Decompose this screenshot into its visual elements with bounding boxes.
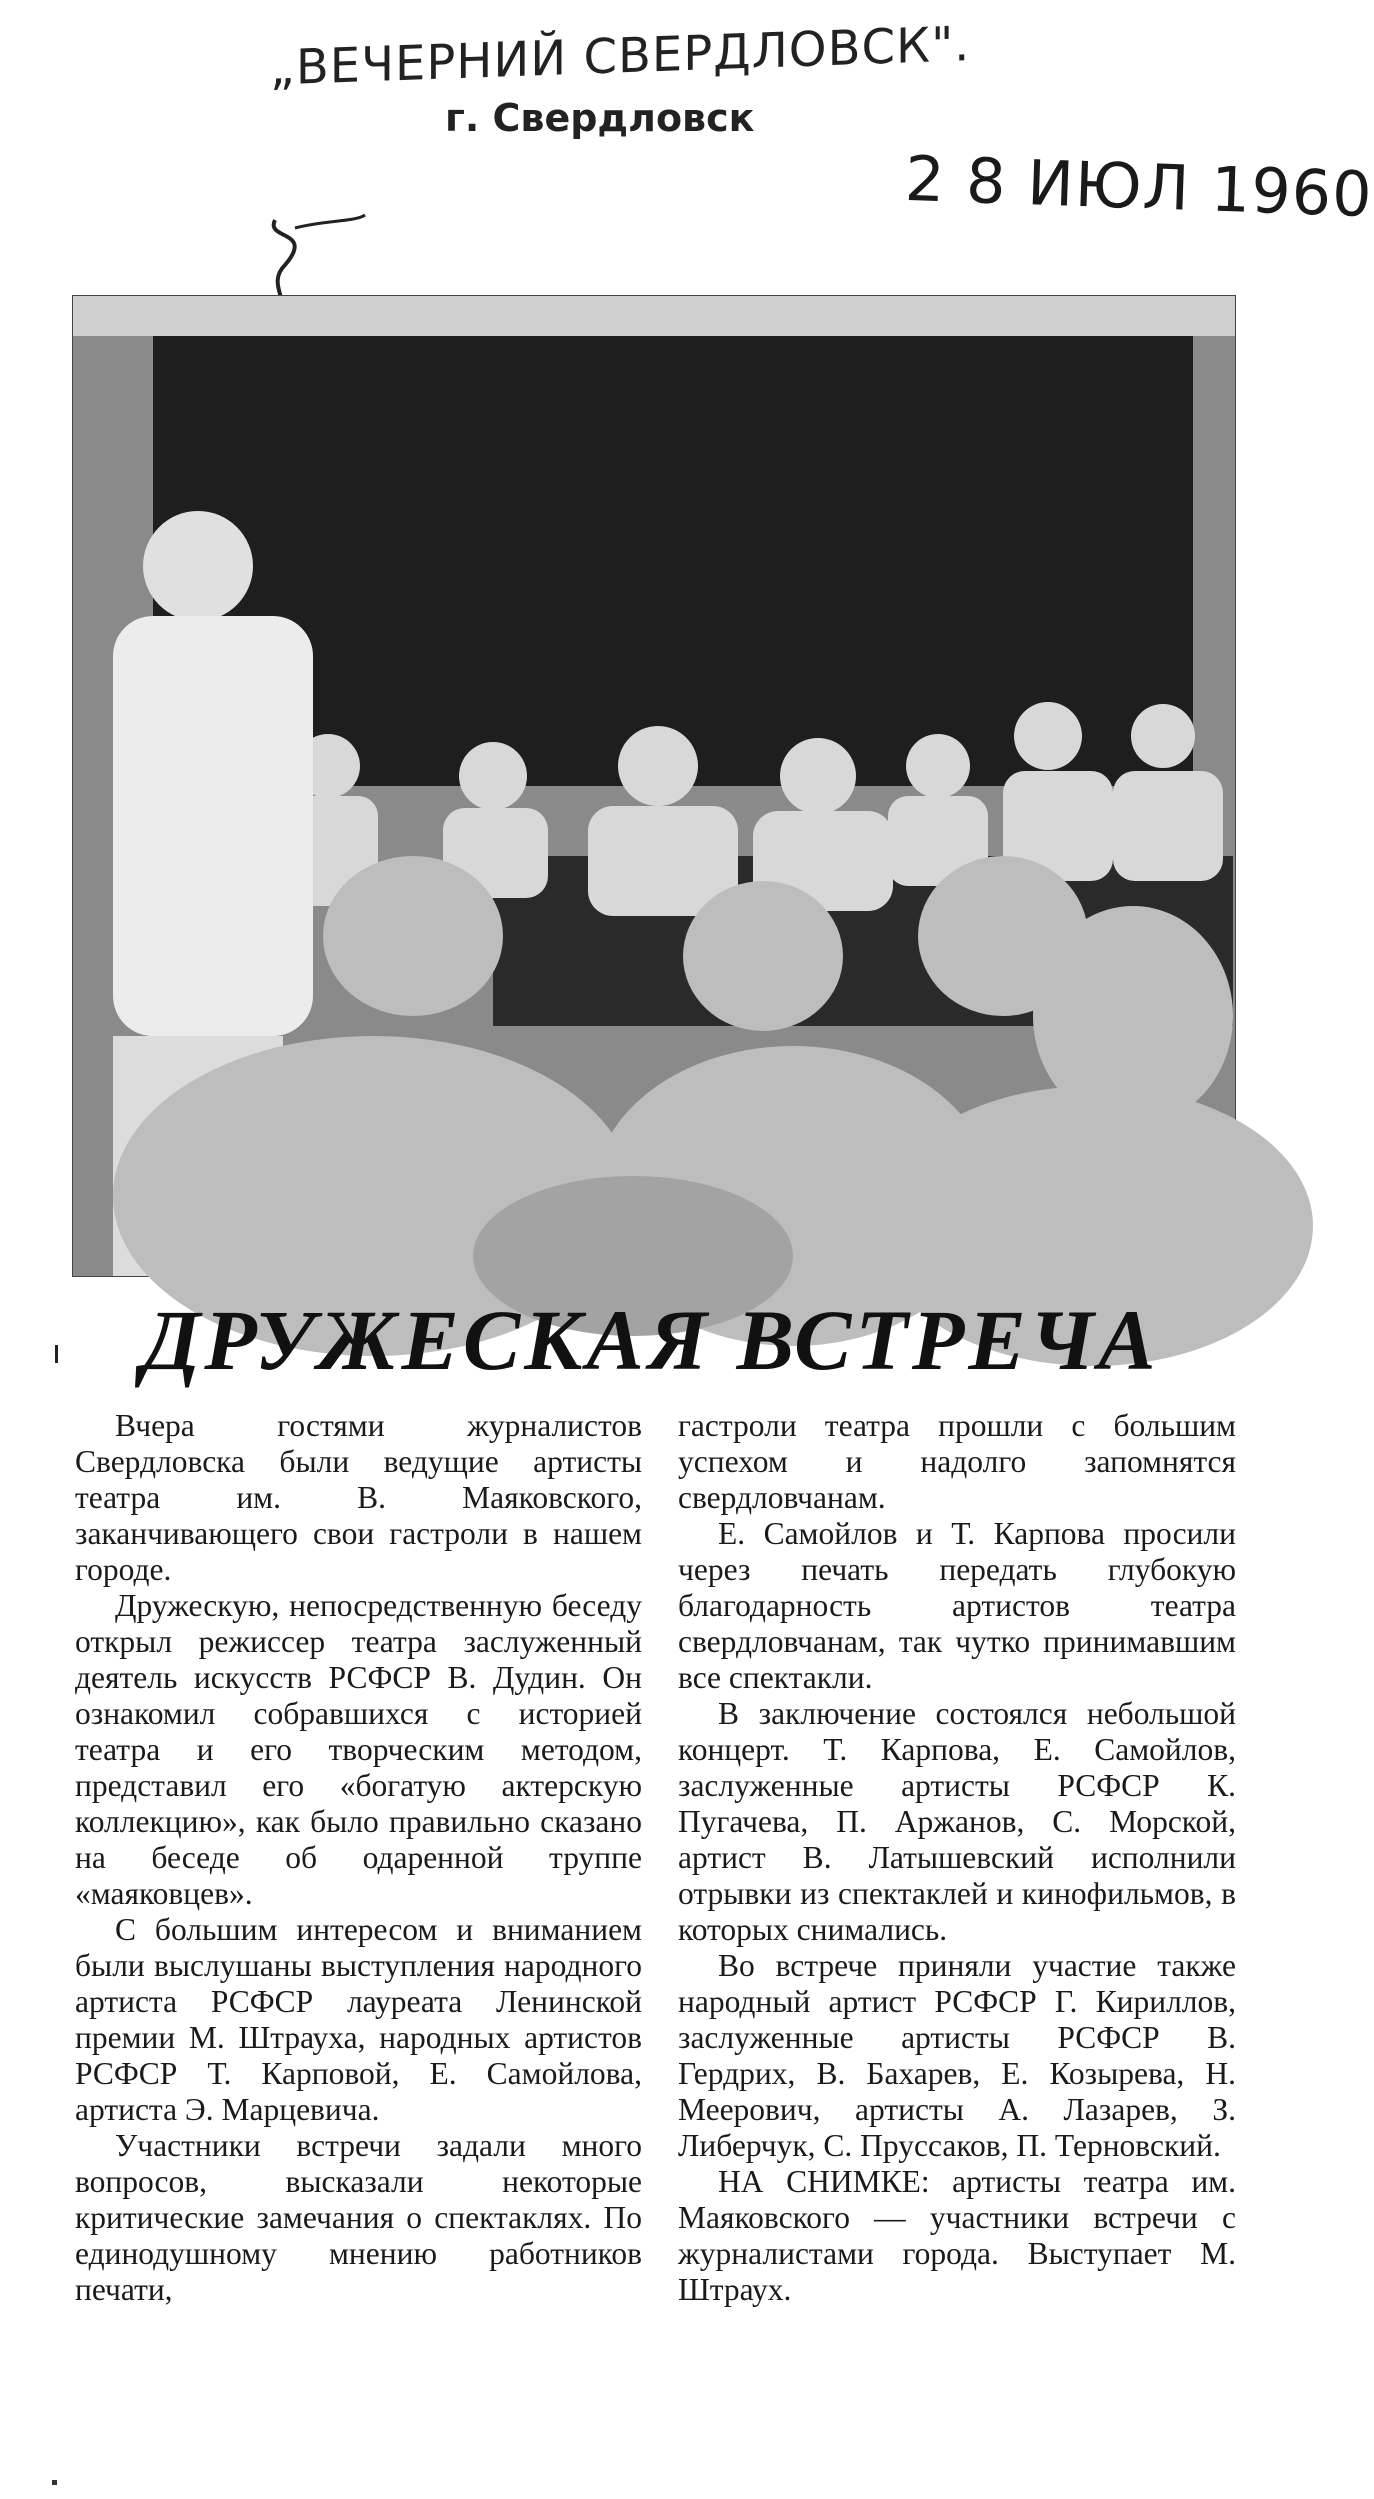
article-paragraph: В заключение состоялся небольшой концерт. Т. Карпова, Е. Самойлов, заслуженные артисты РСФСР К. Пугачева, П. Аржанов, С. Морской, артист В. Латышевский исполнили отрывки из спектаклей и кинофильмов, в которых снимались. xyxy=(678,1696,1236,1947)
article-paragraph: Дружескую, непосредственную беседу открыл режиссер театра заслуженный деятель искусств РСФСР В. Дудин. Он ознакомил собравшихся с историей театра и его творческим методом, представил его «богатую актерскую коллекцию», как было правильно сказано на беседе об одаренной труппе «маяковцев». xyxy=(75,1588,642,1911)
photo-caption: НА СНИМКЕ: артисты театра им. Маяковского — участники встречи с журналистами города. Выступает М. Штраух. xyxy=(678,2164,1236,2307)
article-paragraph: Во встрече приняли участие также народный артист РСФСР Г. Кириллов, заслуженные артисты РСФСР В. Гердрих, В. Бахарев, Е. Козырева, Н. Меерович, артисты А. Лазарев, З. Либерчук, С. Пруссаков, П. Терновский. xyxy=(678,1948,1236,2163)
newspaper-city: г. Свердловск xyxy=(445,96,755,140)
edge-mark xyxy=(52,2480,57,2485)
meeting-photo-illustration xyxy=(73,296,1235,1276)
news-photo xyxy=(72,295,1236,1277)
article-paragraph: гастроли театра прошли с большим успехом и надолго запомнятся свердловчанам. xyxy=(678,1408,1236,1515)
article-paragraph: Е. Самойлов и Т. Карпова просили через печать передать глубокую благодарность артистов театра свердловчанам, так чутко принимавшим все спектакли. xyxy=(678,1516,1236,1695)
masthead xyxy=(270,16,990,140)
article-left-column xyxy=(75,1408,642,2308)
article-right-column xyxy=(678,1408,1236,2308)
article-paragraph: Вчера гостями журналистов Свердловска были ведущие артисты театра им. В. Маяковского, заканчивающего свои гастроли в нашем городе. xyxy=(75,1408,642,1587)
date-stamp: 2 8 ИЮЛ 1960 xyxy=(903,141,1374,232)
article-paragraph: С большим интересом и вниманием были выслушаны выступления народного артиста РСФСР лауреата Ленинской премии М. Штрауха, народных артистов РСФСР Т. Карповой, Е. Самойлова, артиста Э. Марцевича. xyxy=(75,1912,642,2127)
newspaper-name: „ВЕЧЕРНИЙ СВЕРДЛОВСК". xyxy=(270,16,971,97)
article-headline: ДРУЖЕСКАЯ ВСТРЕЧА xyxy=(141,1292,1160,1388)
article-paragraph: Участники встречи задали много вопросов, высказали некоторые критические замечания о спектаклях. По единодушному мнению работников печати, xyxy=(75,2128,642,2307)
